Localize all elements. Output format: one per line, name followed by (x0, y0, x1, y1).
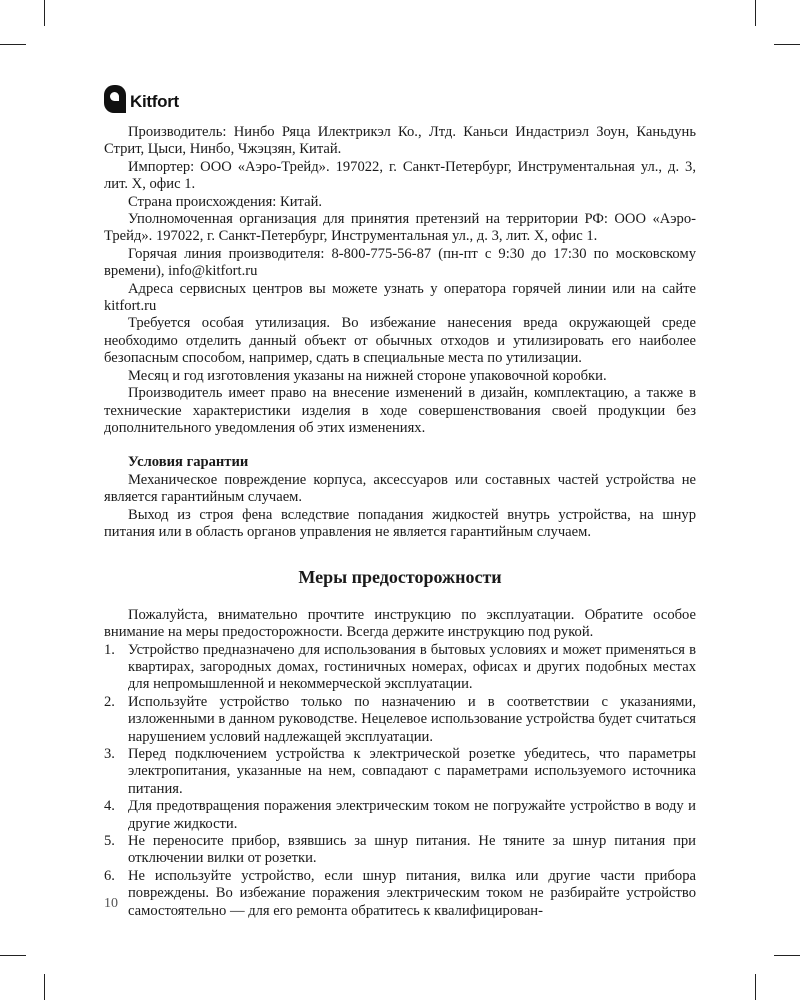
paragraph: Требуется особая утилизация. Во избежание нанесения вреда окружающей среде необходимо отделить данный объект от обычных отходов и утилизировать его наиболее безопасным способом, например, сдать в специальные места по утилизации. (104, 315, 696, 367)
list-item (104, 694, 696, 746)
paragraph: Механическое повреждение корпуса, аксессуаров или составных частей устройства не является гарантийным случаем. (104, 471, 696, 506)
warranty-heading: Условия гарантии (128, 454, 249, 471)
item-number: 3. (104, 746, 115, 762)
precautions-list (104, 642, 696, 921)
crop-mark (755, 0, 756, 26)
list-item (104, 746, 696, 798)
paragraph: Выход из строя фена вследствие попадания жидкостей внутрь устройства, на шнур питания или в область органов управления не является гарантийным случаем. (104, 506, 696, 540)
page-content (104, 124, 696, 920)
crop-mark (774, 955, 800, 956)
list-item (104, 868, 696, 920)
paragraph: Горячая линия производителя: 8-800-775-56-87 (пн-пт с 9:30 до 17:30 по московскому времени), info@kitfort.ru (104, 245, 696, 280)
item-number: 5. (104, 833, 115, 850)
crop-mark (0, 955, 26, 956)
section-title: Меры предосторожности (298, 567, 502, 588)
paragraph: Адреса сервисных центров вы можете узнать у оператора горячей линии или на сайте kitfort.ru (104, 280, 696, 315)
item-text: Не переносите прибор, взявшись за шнур питания. Не тяните за шнур питания при отключении вилки от розетки. (128, 833, 696, 867)
item-text: Перед подключением устройства к электрической розетке убедитесь, что параметры электропитания, указанные на нем, совпадают с параметрами используемого источника питания. (128, 746, 696, 797)
paragraph: Страна происхождения: Китай. (128, 193, 323, 210)
kitfort-logo-icon (104, 85, 126, 113)
paragraph: Производитель: Нинбо Ряца Илектрикэл Ко., Лтд. Каньси Индастриэл Зоун, Каньдунь Стрит, Цыси, Нинбо, Чжэцзян, Китай. (104, 124, 696, 158)
item-number: 1. (104, 641, 115, 658)
page-number: 10 (104, 896, 118, 911)
item-number: 2. (104, 693, 115, 710)
list-item (104, 833, 696, 868)
item-text: Для предотвращения поражения электрическим током не погружайте устройство в воду и другие жидкости. (128, 798, 696, 832)
paragraph: Месяц и год изготовления указаны на нижней стороне упаковочной коробки. (128, 367, 607, 384)
crop-mark (774, 44, 800, 45)
crop-mark (0, 44, 26, 45)
item-number: 6. (104, 867, 115, 884)
item-text: Используйте устройство только по назначению и в соответствии с указаниями, изложенными в данном руководстве. Нецелевое использование устройства будет считаться нарушением условий надлежащей эксплуатации. (128, 693, 696, 745)
item-text: Устройство предназначено для использования в бытовых условиях и может применяться в квартирах, загородных домах, гостиничных номерах, офисах и других подобных местах для непромышленной и некоммерческой эксплуатации. (128, 641, 696, 693)
precautions-intro: Пожалуйста, внимательно прочтите инструкцию по эксплуатации. Обратите особое внимание на меры предосторожности. Всегда держите инструкцию под рукой. (104, 606, 696, 641)
paragraph: Производитель имеет право на внесение изменений в дизайн, комплектацию, а также в технические характеристики изделия в ходе совершенствования своей продукции без дополнительного уведомления об этих изменениях. (104, 385, 696, 436)
crop-mark (755, 974, 756, 1000)
crop-mark (44, 0, 45, 26)
manufacturer-info (104, 124, 696, 437)
brand-logo (104, 84, 179, 114)
paragraph: Импортер: ООО «Аэро-Трейд». 197022, г. Санкт-Петербург, Инструментальная ул., д. 3, лит. Х, офис 1. (104, 158, 696, 193)
crop-mark (44, 974, 45, 1000)
item-text: Не используйте устройство, если шнур питания, вилка или другие части прибора повреждены. Во избежание поражения электрическим током не разбирайте устройство самостоятельно — для его ремонта обратитесь к квалифицирован- (128, 867, 696, 919)
paragraph: Уполномоченная организация для принятия претензий на территории РФ: ООО «Аэро-Трейд». 197022, г. Санкт-Петербург, Инструментальная ул., д. 3, лит. Х, офис 1. (104, 211, 696, 245)
warranty-section (104, 454, 696, 541)
list-item (104, 642, 696, 694)
brand-name: Kitfort (130, 92, 179, 111)
item-number: 4. (104, 798, 115, 815)
list-item (104, 798, 696, 833)
